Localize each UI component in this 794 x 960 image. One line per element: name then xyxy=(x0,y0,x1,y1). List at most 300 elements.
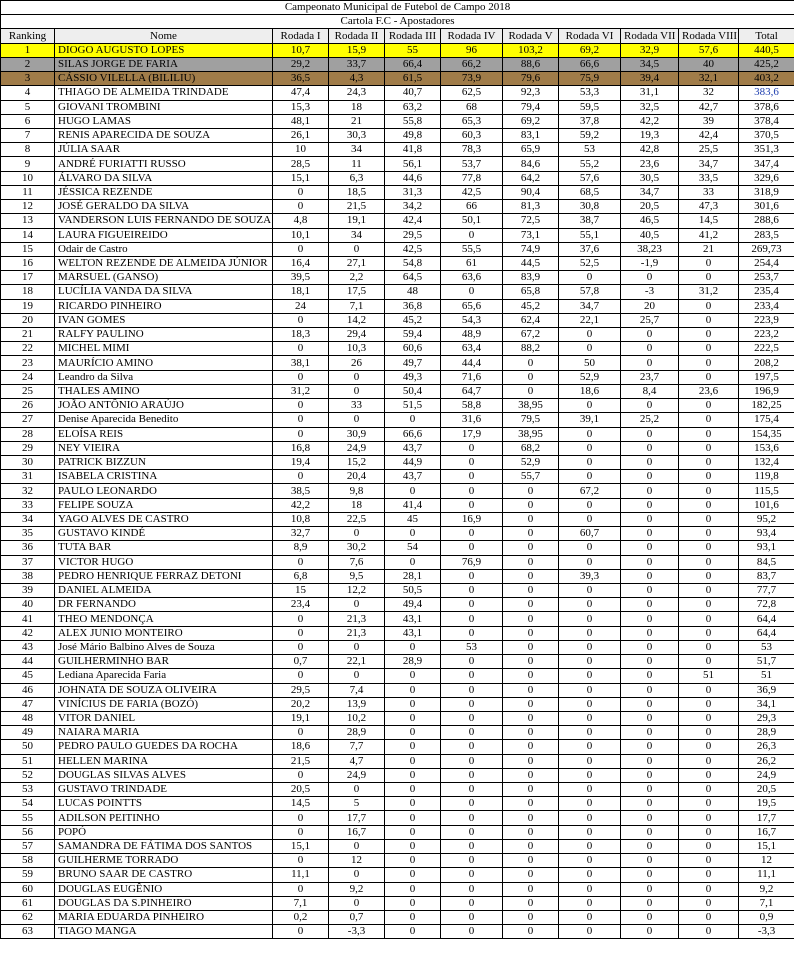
total-cell: 288,6 xyxy=(739,214,794,228)
name-cell: VICTOR HUGO xyxy=(55,555,273,569)
table-row xyxy=(1,555,794,569)
name-cell: WELTON REZENDE DE ALMEIDA JÚNIOR xyxy=(55,256,273,270)
column-header: Ranking xyxy=(1,29,55,43)
round4-cell: 0 xyxy=(441,669,503,683)
name-cell: DIOGO AUGUSTO LOPES xyxy=(55,43,273,57)
round2-cell: 22,1 xyxy=(329,655,385,669)
round5-cell: 0 xyxy=(503,512,559,526)
rank-cell: 54 xyxy=(1,797,55,811)
rank-cell: 8 xyxy=(1,143,55,157)
round8-cell: 0 xyxy=(679,470,739,484)
round4-cell: 0 xyxy=(441,583,503,597)
round5-cell: 0 xyxy=(503,683,559,697)
round1-cell: 0 xyxy=(273,242,329,256)
total-cell: 283,5 xyxy=(739,228,794,242)
name-cell: GUILHERME TORRADO xyxy=(55,854,273,868)
round4-cell: 0 xyxy=(441,740,503,754)
name-cell: ALEX JUNIO MONTEIRO xyxy=(55,626,273,640)
rank-cell: 15 xyxy=(1,242,55,256)
round8-cell: 0 xyxy=(679,484,739,498)
total-cell: 77,7 xyxy=(739,583,794,597)
round1-cell: 0 xyxy=(273,640,329,654)
total-cell: 182,25 xyxy=(739,399,794,413)
round8-cell: 0 xyxy=(679,911,739,925)
round8-cell: 0 xyxy=(679,342,739,356)
round2-cell: 9,2 xyxy=(329,882,385,896)
total-cell: 101,6 xyxy=(739,498,794,512)
round8-cell: 21 xyxy=(679,242,739,256)
round2-cell: 7,1 xyxy=(329,299,385,313)
round1-cell: 0 xyxy=(273,669,329,683)
table-row xyxy=(1,740,794,754)
rank-cell: 20 xyxy=(1,313,55,327)
rank-cell: 7 xyxy=(1,128,55,142)
rank-cell: 11 xyxy=(1,185,55,199)
rank-cell: 46 xyxy=(1,683,55,697)
round2-cell: 0 xyxy=(329,783,385,797)
round1-cell: 38,5 xyxy=(273,484,329,498)
rank-cell: 58 xyxy=(1,854,55,868)
round7-cell: 42,2 xyxy=(621,114,679,128)
table-row xyxy=(1,185,794,199)
name-cell: THALES AMINO xyxy=(55,384,273,398)
round4-cell: 31,6 xyxy=(441,413,503,427)
round8-cell: 0 xyxy=(679,797,739,811)
round1-cell: 0 xyxy=(273,555,329,569)
round8-cell: 25,5 xyxy=(679,143,739,157)
total-cell: 318,9 xyxy=(739,185,794,199)
round5-cell: 0 xyxy=(503,740,559,754)
round7-cell: 46,5 xyxy=(621,214,679,228)
round6-cell: 30,8 xyxy=(559,200,621,214)
round5-cell: 81,3 xyxy=(503,200,559,214)
round7-cell: 0 xyxy=(621,768,679,782)
column-header: Rodada VIII xyxy=(679,29,739,43)
round1-cell: 0 xyxy=(273,612,329,626)
round8-cell: 0 xyxy=(679,569,739,583)
round1-cell: 0 xyxy=(273,342,329,356)
round8-cell: 0 xyxy=(679,583,739,597)
table-row xyxy=(1,583,794,597)
round8-cell: 0 xyxy=(679,612,739,626)
table-row xyxy=(1,541,794,555)
round6-cell: 67,2 xyxy=(559,484,621,498)
column-header: Nome xyxy=(55,29,273,43)
round4-cell: 50,1 xyxy=(441,214,503,228)
rank-cell: 52 xyxy=(1,768,55,782)
name-cell: FELIPE SOUZA xyxy=(55,498,273,512)
rank-cell: 34 xyxy=(1,512,55,526)
round4-cell: 0 xyxy=(441,456,503,470)
round7-cell: 0 xyxy=(621,555,679,569)
round7-cell: 0 xyxy=(621,512,679,526)
table-row xyxy=(1,384,794,398)
round2-cell: 30,2 xyxy=(329,541,385,555)
round2-cell: 28,9 xyxy=(329,726,385,740)
round4-cell: 0 xyxy=(441,882,503,896)
round7-cell: 0 xyxy=(621,825,679,839)
round3-cell: 0 xyxy=(385,925,441,939)
round1-cell: 26,1 xyxy=(273,128,329,142)
round5-cell: 83,9 xyxy=(503,271,559,285)
name-cell: ELOÍSA REIS xyxy=(55,427,273,441)
round3-cell: 0 xyxy=(385,697,441,711)
rank-cell: 33 xyxy=(1,498,55,512)
round2-cell: 21,3 xyxy=(329,626,385,640)
round5-cell: 0 xyxy=(503,825,559,839)
table-row xyxy=(1,768,794,782)
round6-cell: 69,2 xyxy=(559,43,621,57)
round4-cell: 65,3 xyxy=(441,114,503,128)
total-cell: 119,8 xyxy=(739,470,794,484)
round3-cell: 50,5 xyxy=(385,583,441,597)
rank-cell: 3 xyxy=(1,72,55,86)
round2-cell: -3,3 xyxy=(329,925,385,939)
round4-cell: 0 xyxy=(441,825,503,839)
round3-cell: 0 xyxy=(385,896,441,910)
rank-cell: 21 xyxy=(1,328,55,342)
round8-cell: 47,3 xyxy=(679,200,739,214)
table-row xyxy=(1,598,794,612)
round7-cell: 25,7 xyxy=(621,313,679,327)
table-row xyxy=(1,256,794,270)
rank-cell: 29 xyxy=(1,441,55,455)
table-row xyxy=(1,356,794,370)
round5-cell: 52,9 xyxy=(503,456,559,470)
round7-cell: 39,4 xyxy=(621,72,679,86)
round4-cell: 53 xyxy=(441,640,503,654)
rank-cell: 51 xyxy=(1,754,55,768)
round1-cell: 10,7 xyxy=(273,43,329,57)
round8-cell: 0 xyxy=(679,868,739,882)
round3-cell: 43,7 xyxy=(385,441,441,455)
table-row xyxy=(1,242,794,256)
round3-cell: 0 xyxy=(385,911,441,925)
round7-cell: 0 xyxy=(621,754,679,768)
table-row xyxy=(1,456,794,470)
total-cell: 93,1 xyxy=(739,541,794,555)
round7-cell: 0 xyxy=(621,583,679,597)
round7-cell: 0 xyxy=(621,484,679,498)
round3-cell: 43,7 xyxy=(385,470,441,484)
round7-cell: 0 xyxy=(621,626,679,640)
rank-cell: 31 xyxy=(1,470,55,484)
round7-cell: 0 xyxy=(621,726,679,740)
round1-cell: 20,5 xyxy=(273,783,329,797)
round7-cell: 0 xyxy=(621,797,679,811)
round1-cell: 39,5 xyxy=(273,271,329,285)
round2-cell: 0 xyxy=(329,896,385,910)
round4-cell: 0 xyxy=(441,783,503,797)
round2-cell: 20,4 xyxy=(329,470,385,484)
round8-cell: 51 xyxy=(679,669,739,683)
round5-cell: 62,4 xyxy=(503,313,559,327)
round8-cell: 0 xyxy=(679,555,739,569)
round4-cell: 44,4 xyxy=(441,356,503,370)
round8-cell: 0 xyxy=(679,683,739,697)
round7-cell: 32,9 xyxy=(621,43,679,57)
round2-cell: 13,9 xyxy=(329,697,385,711)
round1-cell: 31,2 xyxy=(273,384,329,398)
round1-cell: 16,4 xyxy=(273,256,329,270)
round5-cell: 0 xyxy=(503,583,559,597)
round4-cell: 0 xyxy=(441,797,503,811)
round7-cell: 8,4 xyxy=(621,384,679,398)
round4-cell: 0 xyxy=(441,569,503,583)
name-cell: MICHEL MIMI xyxy=(55,342,273,356)
round6-cell: 0 xyxy=(559,399,621,413)
round5-cell: 38,95 xyxy=(503,427,559,441)
round1-cell: 0 xyxy=(273,370,329,384)
round7-cell: 23,7 xyxy=(621,370,679,384)
rank-cell: 40 xyxy=(1,598,55,612)
round6-cell: 0 xyxy=(559,754,621,768)
round2-cell: 30,9 xyxy=(329,427,385,441)
round6-cell: 55,1 xyxy=(559,228,621,242)
round8-cell: 0 xyxy=(679,299,739,313)
round8-cell: 0 xyxy=(679,441,739,455)
round7-cell: 0 xyxy=(621,328,679,342)
round6-cell: 53,3 xyxy=(559,86,621,100)
round5-cell: 0 xyxy=(503,655,559,669)
round1-cell: 19,1 xyxy=(273,711,329,725)
name-cell: DOUGLAS EUGÊNIO xyxy=(55,882,273,896)
round6-cell: 22,1 xyxy=(559,313,621,327)
total-cell: 95,2 xyxy=(739,512,794,526)
round6-cell: 0 xyxy=(559,441,621,455)
round1-cell: 11,1 xyxy=(273,868,329,882)
name-cell: VITOR DANIEL xyxy=(55,711,273,725)
rank-cell: 27 xyxy=(1,413,55,427)
total-cell: 175,4 xyxy=(739,413,794,427)
round3-cell: 41,4 xyxy=(385,498,441,512)
round3-cell: 0 xyxy=(385,783,441,797)
rank-cell: 28 xyxy=(1,427,55,441)
round4-cell: 0 xyxy=(441,697,503,711)
round1-cell: 15 xyxy=(273,583,329,597)
name-cell: RICARDO PINHEIRO xyxy=(55,299,273,313)
round6-cell: 0 xyxy=(559,626,621,640)
table-row xyxy=(1,811,794,825)
name-cell: PATRICK BIZZUN xyxy=(55,456,273,470)
total-cell: 347,4 xyxy=(739,157,794,171)
rank-cell: 63 xyxy=(1,925,55,939)
round7-cell: 0 xyxy=(621,456,679,470)
table-row xyxy=(1,228,794,242)
round8-cell: 0 xyxy=(679,697,739,711)
round6-cell: 59,2 xyxy=(559,128,621,142)
round2-cell: 0,7 xyxy=(329,911,385,925)
name-cell: TIAGO MANGA xyxy=(55,925,273,939)
round2-cell: 0 xyxy=(329,839,385,853)
round1-cell: 0 xyxy=(273,811,329,825)
round5-cell: 38,95 xyxy=(503,399,559,413)
round6-cell: 59,5 xyxy=(559,100,621,114)
name-cell: LUCÍLIA VANDA DA SILVA xyxy=(55,285,273,299)
round3-cell: 63,2 xyxy=(385,100,441,114)
rank-cell: 23 xyxy=(1,356,55,370)
column-header: Rodada V xyxy=(503,29,559,43)
round1-cell: 18,6 xyxy=(273,740,329,754)
round1-cell: 23,4 xyxy=(273,598,329,612)
rank-cell: 41 xyxy=(1,612,55,626)
round8-cell: 0 xyxy=(679,328,739,342)
round1-cell: 15,1 xyxy=(273,171,329,185)
round8-cell: 0 xyxy=(679,427,739,441)
round1-cell: 36,5 xyxy=(273,72,329,86)
round8-cell: 33 xyxy=(679,185,739,199)
round3-cell: 0 xyxy=(385,527,441,541)
round6-cell: 0 xyxy=(559,768,621,782)
total-cell: 26,3 xyxy=(739,740,794,754)
table-row xyxy=(1,470,794,484)
total-cell: 72,8 xyxy=(739,598,794,612)
name-cell: VANDERSON LUIS FERNANDO DE SOUZA xyxy=(55,214,273,228)
name-cell: MARSUEL (GANSO) xyxy=(55,271,273,285)
round5-cell: 0 xyxy=(503,754,559,768)
round3-cell: 0 xyxy=(385,669,441,683)
name-cell: GIOVANI TROMBINI xyxy=(55,100,273,114)
round3-cell: 60,6 xyxy=(385,342,441,356)
rank-cell: 47 xyxy=(1,697,55,711)
round6-cell: 0 xyxy=(559,328,621,342)
round6-cell: 0 xyxy=(559,825,621,839)
total-cell: 269,73 xyxy=(739,242,794,256)
table-row xyxy=(1,527,794,541)
round2-cell: 24,9 xyxy=(329,441,385,455)
table-row xyxy=(1,299,794,313)
round1-cell: 28,5 xyxy=(273,157,329,171)
round8-cell: 0 xyxy=(679,541,739,555)
round5-cell: 0 xyxy=(503,598,559,612)
round1-cell: 47,4 xyxy=(273,86,329,100)
round8-cell: 0 xyxy=(679,726,739,740)
table-row xyxy=(1,328,794,342)
round1-cell: 0 xyxy=(273,200,329,214)
round2-cell: 22,5 xyxy=(329,512,385,526)
round1-cell: 21,5 xyxy=(273,754,329,768)
round2-cell: 0 xyxy=(329,640,385,654)
round3-cell: 0 xyxy=(385,797,441,811)
table-row xyxy=(1,100,794,114)
round8-cell: 0 xyxy=(679,399,739,413)
round7-cell: 0 xyxy=(621,783,679,797)
round1-cell: 32,7 xyxy=(273,527,329,541)
rank-cell: 25 xyxy=(1,384,55,398)
round6-cell: 0 xyxy=(559,598,621,612)
round3-cell: 43,1 xyxy=(385,626,441,640)
table-row xyxy=(1,313,794,327)
round3-cell: 31,3 xyxy=(385,185,441,199)
round6-cell: 0 xyxy=(559,911,621,925)
round6-cell: 50 xyxy=(559,356,621,370)
round8-cell: 0 xyxy=(679,740,739,754)
round5-cell: 0 xyxy=(503,384,559,398)
round4-cell: 54,3 xyxy=(441,313,503,327)
column-header: Rodada I xyxy=(273,29,329,43)
round5-cell: 84,6 xyxy=(503,157,559,171)
round2-cell: 10,2 xyxy=(329,711,385,725)
round4-cell: 0 xyxy=(441,441,503,455)
round5-cell: 0 xyxy=(503,555,559,569)
round1-cell: 14,5 xyxy=(273,797,329,811)
round6-cell: 38,7 xyxy=(559,214,621,228)
round5-cell: 55,7 xyxy=(503,470,559,484)
total-cell: 7,1 xyxy=(739,896,794,910)
round1-cell: 0 xyxy=(273,626,329,640)
name-cell: ANDRÉ FURIATTI RUSSO xyxy=(55,157,273,171)
round5-cell: 0 xyxy=(503,711,559,725)
round6-cell: 66,6 xyxy=(559,57,621,71)
round4-cell: 42,5 xyxy=(441,185,503,199)
round5-cell: 64,2 xyxy=(503,171,559,185)
table-row xyxy=(1,370,794,384)
round1-cell: 0,2 xyxy=(273,911,329,925)
round5-cell: 79,4 xyxy=(503,100,559,114)
name-cell: MAURÍCIO AMINO xyxy=(55,356,273,370)
round8-cell: 0 xyxy=(679,413,739,427)
round1-cell: 4,8 xyxy=(273,214,329,228)
table-row xyxy=(1,285,794,299)
round7-cell: 0 xyxy=(621,925,679,939)
round4-cell: 0 xyxy=(441,896,503,910)
round1-cell: 0 xyxy=(273,925,329,939)
table-row xyxy=(1,825,794,839)
round4-cell: 16,9 xyxy=(441,512,503,526)
rank-cell: 59 xyxy=(1,868,55,882)
round6-cell: 34,7 xyxy=(559,299,621,313)
round5-cell: 67,2 xyxy=(503,328,559,342)
round2-cell: 7,6 xyxy=(329,555,385,569)
header-row xyxy=(1,29,794,43)
name-cell: NEY VIEIRA xyxy=(55,441,273,455)
round4-cell: 63,6 xyxy=(441,271,503,285)
round3-cell: 36,8 xyxy=(385,299,441,313)
round4-cell: 0 xyxy=(441,285,503,299)
round3-cell: 0 xyxy=(385,413,441,427)
round1-cell: 0 xyxy=(273,854,329,868)
round3-cell: 28,9 xyxy=(385,655,441,669)
round7-cell: 0 xyxy=(621,271,679,285)
round5-cell: 0 xyxy=(503,797,559,811)
round5-cell: 0 xyxy=(503,541,559,555)
table-row xyxy=(1,143,794,157)
round8-cell: 57,6 xyxy=(679,43,739,57)
round6-cell: 0 xyxy=(559,811,621,825)
round7-cell: -3 xyxy=(621,285,679,299)
name-cell: TUTA BAR xyxy=(55,541,273,555)
round1-cell: 29,2 xyxy=(273,57,329,71)
rank-cell: 9 xyxy=(1,157,55,171)
name-cell: DOUGLAS SILVAS ALVES xyxy=(55,768,273,782)
round6-cell: 0 xyxy=(559,583,621,597)
table-row xyxy=(1,655,794,669)
name-cell: Odair de Castro xyxy=(55,242,273,256)
rank-cell: 48 xyxy=(1,711,55,725)
round4-cell: 0 xyxy=(441,726,503,740)
round2-cell: 27,1 xyxy=(329,256,385,270)
round2-cell: 24,9 xyxy=(329,768,385,782)
round2-cell: 24,3 xyxy=(329,86,385,100)
round3-cell: 56,1 xyxy=(385,157,441,171)
round2-cell: 0 xyxy=(329,669,385,683)
round4-cell: 0 xyxy=(441,925,503,939)
name-cell: YAGO ALVES DE CASTRO xyxy=(55,512,273,526)
round3-cell: 0 xyxy=(385,754,441,768)
round2-cell: 0 xyxy=(329,527,385,541)
round7-cell: 0 xyxy=(621,896,679,910)
round3-cell: 55 xyxy=(385,43,441,57)
